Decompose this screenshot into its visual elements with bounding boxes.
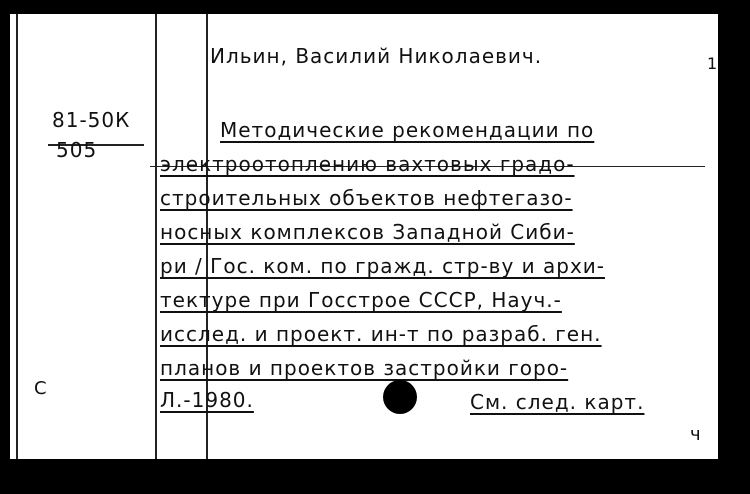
title-line-4: носных комплексов Западной Сиби-: [160, 220, 575, 244]
punch-hole: [383, 380, 417, 414]
publication-place-date: Л.-1980.: [160, 388, 254, 412]
corner-mark: 1: [707, 54, 718, 73]
bottom-right-mark: ч: [690, 424, 701, 445]
scan-border-top: [0, 0, 750, 14]
catalog-card: [10, 14, 718, 459]
title-line-7: исслед. и проект. ин-т по разраб. ген.: [160, 322, 602, 346]
see-next-card: См. след. карт.: [470, 390, 645, 414]
title-line-2: электроотоплению вахтовых градо-: [160, 152, 575, 176]
left-margin-mark: С: [34, 378, 47, 399]
scan-border-bottom: [0, 459, 750, 494]
author-name: Ильин, Василий Николаевич.: [210, 44, 543, 68]
scan-border-right: [718, 0, 750, 494]
card-call-number-rule: [155, 14, 157, 459]
title-line-6: тектуре при Госстрое СССР, Науч.-: [160, 288, 562, 312]
title-line-8: планов и проектов застройки горо-: [160, 356, 569, 380]
card-left-rule: [16, 14, 18, 459]
title-line-1: Методические рекомендации по: [220, 118, 595, 142]
title-line-5: ри / Гос. ком. по гражд. стр-ву и архи-: [160, 254, 605, 278]
title-line-3: строительных объектов нефтегазо-: [160, 186, 573, 210]
call-number-1: 81-50К: [52, 108, 131, 132]
call-number-2: 505: [56, 138, 98, 162]
